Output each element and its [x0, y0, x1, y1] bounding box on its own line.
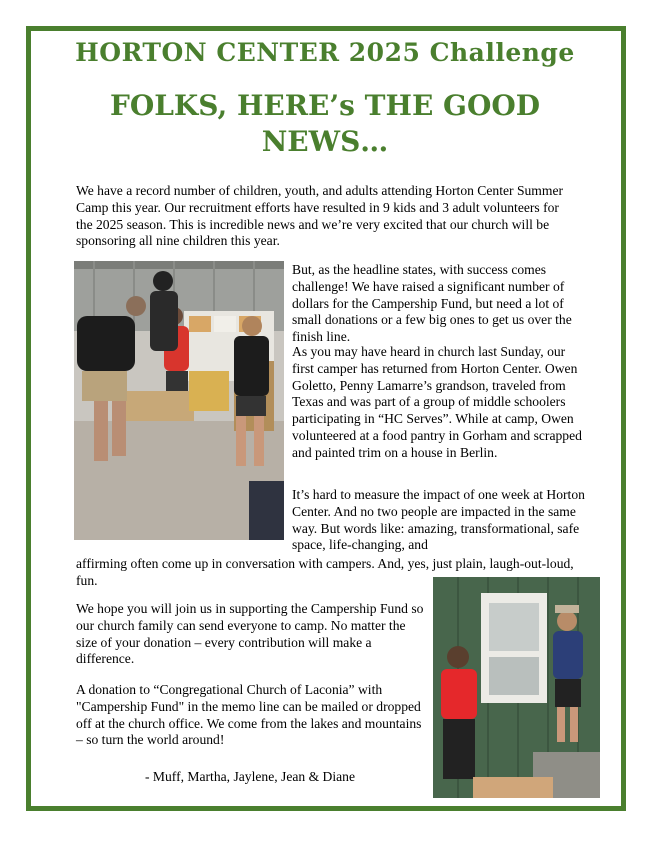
paragraph-donation: A donation to “Congregational Church of Laconia” with "Campership Fund" in the memo line can be mailed or dropped off at the church office. We come from the lakes and mountains – so turn the world around!	[76, 682, 422, 748]
signature: - Muff, Martha, Jaylene, Jean & Diane	[145, 769, 356, 784]
house-painting-photo	[433, 577, 600, 798]
headline: FOLKS, HERE’s THE GOOD NEWS…	[109, 89, 541, 158]
paragraph-challenge: But, as the headline states, with success comes challenge! We have raised a significant number of dollars for the Campership Fund, but need a lot of small donations or a few big ones to get us over the finish line.	[292, 262, 572, 345]
paragraph-impact: It’s hard to measure the impact of one week at Horton Center. And no two people are impacted in the same way. But words like: amazing, transformational, safe space, life-changing, and	[292, 487, 585, 553]
paragraph-intro: We have a record number of children, youth, and adults attending Horton Center Summer Camp this year. Our recruitment efforts have resulted in 9 kids and 3 adult volunteers for the 2025 season. This is incredible news and we’re very excited that our church will be sponsoring all nine children this year.	[76, 183, 564, 249]
newsletter-title: HORTON CENTER 2025 Challenge	[75, 38, 575, 67]
paragraph-support: We hope you will join us in supporting the Campership Fund so our church family can send everyone to camp. No matter the size of your donation – every contribution will make a difference.	[76, 601, 424, 667]
food-pantry-photo	[74, 261, 284, 540]
paragraph-impact-continued: affirming often come up in conversation with campers. And, yes, just plain, laugh-out-loud, fun.	[76, 556, 574, 588]
paragraph-first-camper: As you may have heard in church last Sunday, our first camper has returned from Horton Center. Owen Goletto, Penny Lamarre’s grandson, traveled from Texas and was part of a group of middle schoolers participating in “HC Serves”. While at camp, Owen volunteered at a food pantry in Gorham and scrapped and painted trim on a house in Berlin.	[292, 344, 582, 460]
